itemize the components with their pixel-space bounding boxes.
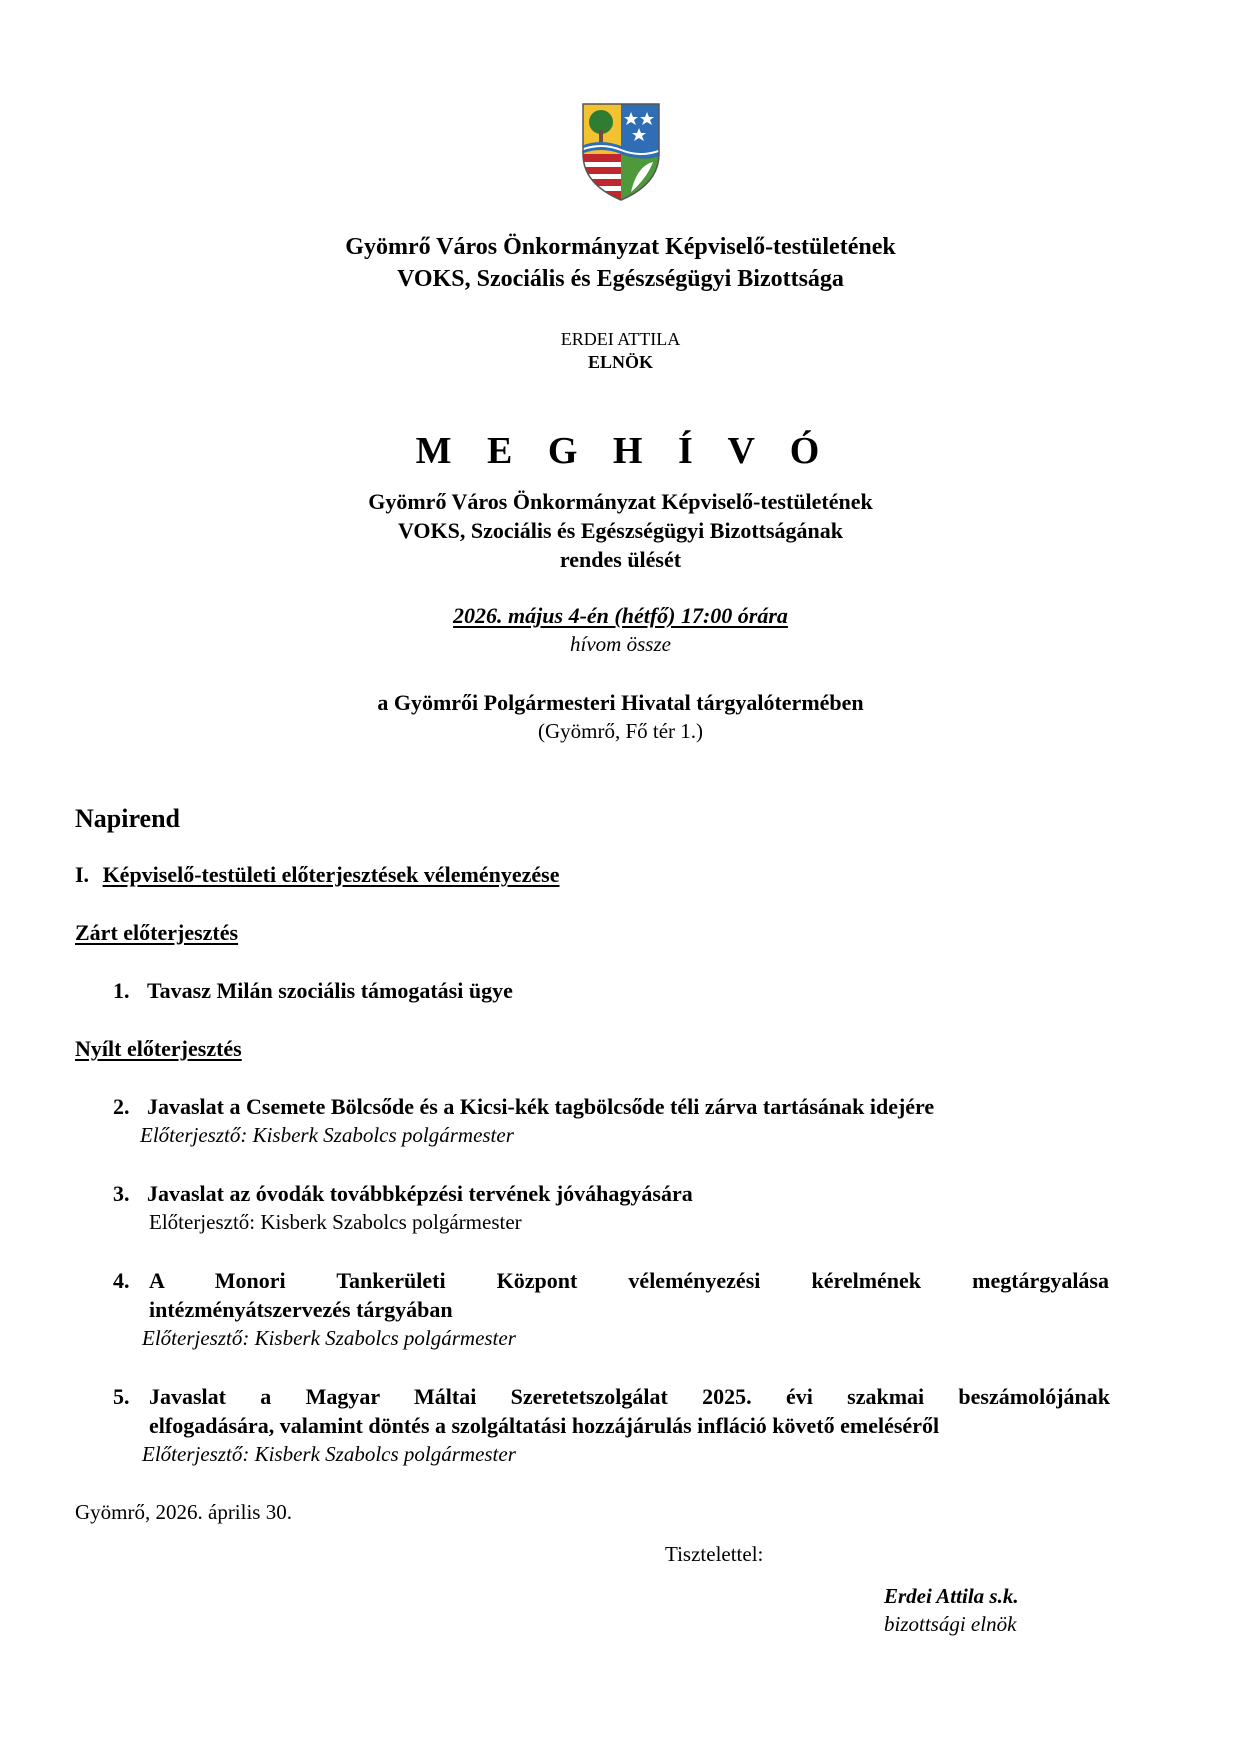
signature-name: Erdei Attila s.k. (884, 1584, 1019, 1608)
agenda-item-4-title-line1: A Monori Tankerületi Központ véleményezési kérelmének megtárgyalása (149, 1268, 1109, 1293)
agenda-section-number: I. (75, 862, 90, 887)
invitation-body-line3: rendes ülését (559, 547, 682, 572)
venue-address: (Gyömrő, Fő tér 1.) (537, 719, 704, 743)
organization-name-line1: Gyömrő Város Önkormányzat Képviselő-testületének (345, 234, 896, 260)
invitation-body-line2: VOKS, Szociális és Egészségügyi Bizottságának (397, 518, 844, 543)
closing-regards: Tisztelettel: (665, 1542, 764, 1566)
document-title: M E G H Í V Ó (415, 430, 826, 472)
place-and-date: Gyömrő, 2026. április 30. (75, 1500, 292, 1524)
convene-text: hívom össze (570, 632, 671, 656)
agenda-item-5-title-line1: Javaslat a Magyar Máltai Szeretetszolgálat 2025. évi szakmai beszámolójának (149, 1384, 1110, 1409)
agenda-item-5-number: 5. (113, 1384, 130, 1409)
agenda-item-3 (113, 1180, 693, 1208)
agenda-item-4-presenter: Előterjesztő: Kisberk Szabolcs polgármester (142, 1326, 516, 1350)
signature-title: bizottsági elnök (884, 1612, 1017, 1636)
agenda-item-4-title-line2: intézményátszervezés tárgyában (149, 1297, 453, 1322)
agenda-item-number: 1. (113, 978, 130, 1003)
agenda-item-number: 3. (113, 1181, 130, 1206)
chair-title: ELNÖK (587, 352, 653, 372)
coat-of-arms-logo (581, 102, 661, 202)
agenda-section-title: Képviselő-testületi előterjesztések véleményezése (102, 862, 560, 887)
agenda-item-5-presenter: Előterjesztő: Kisberk Szabolcs polgármester (142, 1442, 516, 1466)
agenda-item-2 (113, 1093, 934, 1121)
agenda-item-3-presenter: Előterjesztő: Kisberk Szabolcs polgármester (149, 1210, 522, 1234)
meeting-date-time: 2026. május 4-én (hétfő) 17:00 órára (453, 603, 788, 628)
venue: a Gyömrői Polgármesteri Hivatal tárgyalótermében (377, 690, 864, 715)
chair-name: ERDEI ATTILA (560, 329, 681, 349)
invitation-body-line1: Gyömrő Város Önkormányzat Képviselő-testületének (368, 489, 873, 514)
agenda-item-4-number: 4. (113, 1268, 130, 1293)
agenda-item-1 (113, 977, 513, 1005)
agenda-item-5-title-line2: elfogadására, valamint döntés a szolgáltatási hozzájárulás infláció követő emeléséről (149, 1413, 940, 1438)
agenda-section (75, 861, 559, 889)
closed-proposals-heading: Zárt előterjesztés (75, 920, 239, 945)
agenda-heading: Napirend (75, 804, 180, 833)
agenda-item-2-presenter: Előterjesztő: Kisberk Szabolcs polgármester (140, 1123, 514, 1147)
agenda-item-title: Javaslat az óvodák továbbképzési tervének jóváhagyására (147, 1181, 693, 1206)
agenda-item-title: Javaslat a Csemete Bölcsőde és a Kicsi-kék tagbölcsőde téli zárva tartásának idejére (147, 1094, 935, 1119)
agenda-item-title: Tavasz Milán szociális támogatási ügye (147, 978, 513, 1003)
agenda-item-number: 2. (113, 1094, 130, 1119)
organization-name-line2: VOKS, Szociális és Egészségügyi Bizottsága (397, 266, 844, 292)
open-proposals-heading: Nyílt előterjesztés (75, 1036, 242, 1061)
